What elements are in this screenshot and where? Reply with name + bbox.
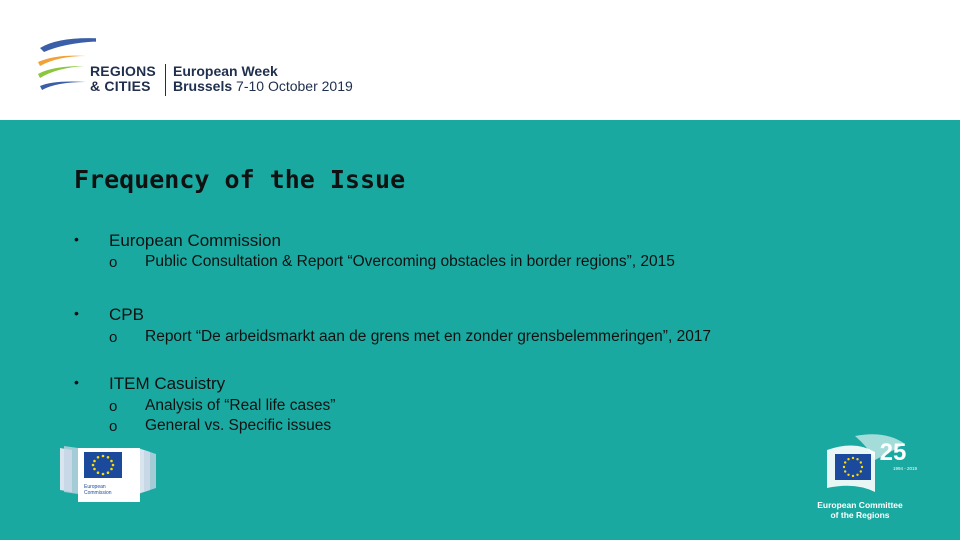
cor-name-line-2: of the Regions bbox=[830, 510, 890, 520]
event-dates: 7-10 October 2019 bbox=[236, 78, 353, 94]
bullet-cpb: CPB bbox=[109, 305, 144, 324]
subitem-marker: o bbox=[109, 418, 118, 435]
subitem-marker: o bbox=[109, 398, 118, 415]
event-city: Brussels bbox=[173, 78, 233, 94]
subitem-general-vs-specific: General vs. Specific issues bbox=[145, 417, 332, 434]
bullet-marker: • bbox=[74, 305, 79, 321]
bullet-item-casuistry: ITEM Casuistry bbox=[109, 374, 226, 393]
cor-name-line-1: European Committee bbox=[817, 500, 903, 510]
event-info bbox=[173, 64, 353, 94]
bullet-marker: • bbox=[74, 231, 79, 247]
header-bar bbox=[0, 0, 960, 120]
bullet-european-commission: European Commission bbox=[109, 231, 281, 250]
subitem-real-life-cases: Analysis of “Real life cases” bbox=[145, 397, 336, 414]
anniversary-number: 25 bbox=[879, 439, 907, 466]
committee-of-the-regions-logo bbox=[815, 430, 925, 500]
subitem-public-consultation: Public Consultation & Report “Overcoming obstacles in border regions”, 2015 bbox=[145, 253, 675, 270]
svg-text:European: European bbox=[84, 484, 106, 490]
subitem-marker: o bbox=[109, 329, 118, 346]
subitem-cpb-report: Report “De arbeidsmarkt aan de grens met en zonder grensbelemmeringen”, 2017 bbox=[145, 328, 712, 345]
brand-line-2: & CITIES bbox=[90, 78, 151, 94]
brand-name bbox=[90, 64, 156, 94]
cor-name bbox=[812, 500, 908, 520]
european-commission-logo bbox=[60, 440, 160, 502]
brand-divider bbox=[165, 64, 166, 96]
subitem-marker: o bbox=[109, 254, 118, 271]
event-name: European Week bbox=[173, 63, 278, 79]
slide-title: Frequency of the Issue bbox=[74, 165, 406, 194]
bullet-marker: • bbox=[74, 374, 79, 390]
svg-text:Commission: Commission bbox=[84, 490, 112, 496]
brand-line-1: REGIONS bbox=[90, 63, 156, 79]
regions-cities-swoosh-icon bbox=[36, 34, 96, 96]
anniversary-years: 1994 - 2019 bbox=[892, 466, 918, 471]
